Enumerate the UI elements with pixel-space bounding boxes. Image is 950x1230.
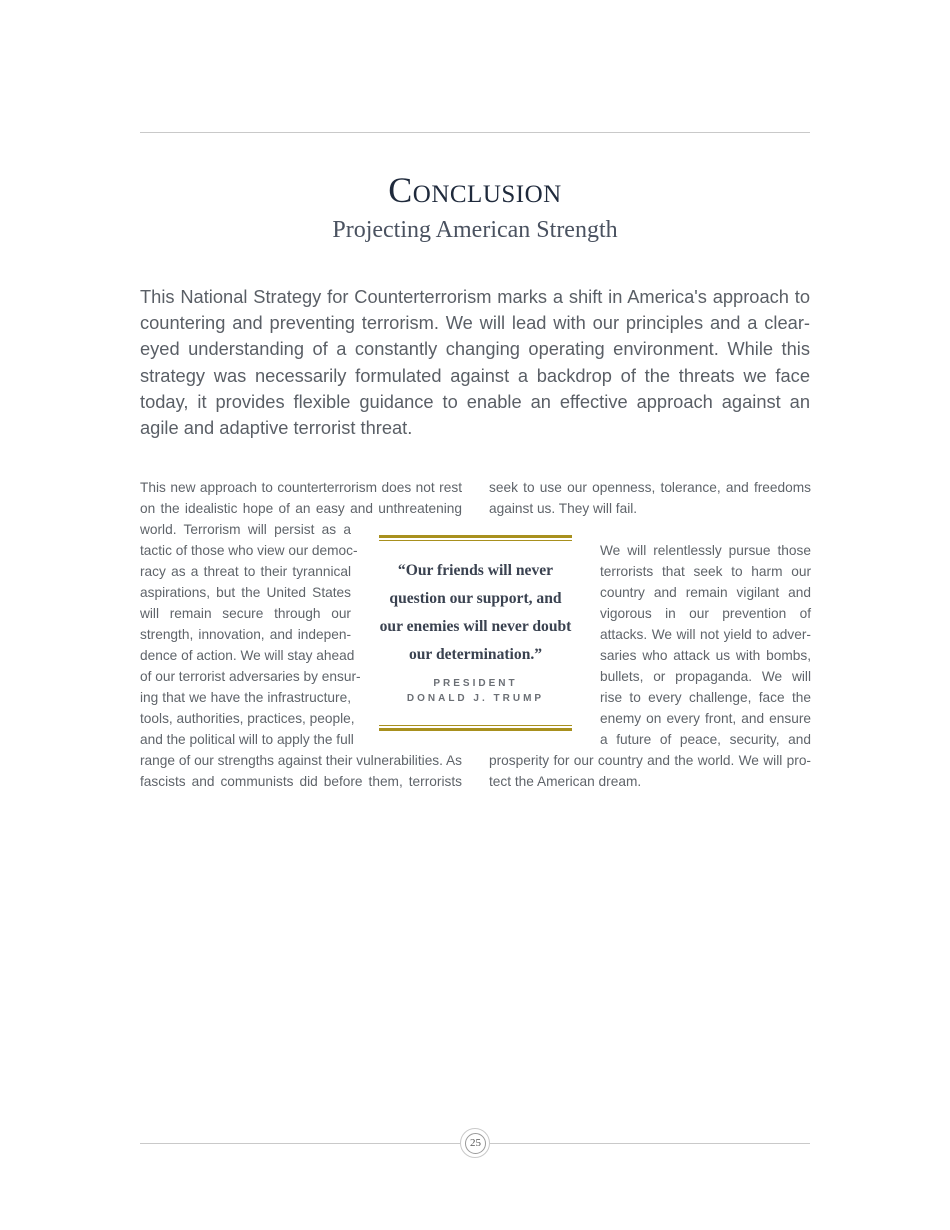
page-number: 25	[465, 1133, 486, 1154]
page-number-badge	[460, 1128, 490, 1158]
right-column-top	[489, 477, 811, 519]
quote-top-rule	[379, 535, 572, 541]
text-line: enemy on every front, and ensure	[600, 711, 811, 726]
text-line: saries who attack us with bombs,	[600, 648, 811, 663]
right-column-wrap	[600, 540, 811, 750]
left-column-top	[140, 477, 462, 519]
text-line: prosperity for our country and the world. We will pro-	[489, 753, 811, 768]
text-line: will remain secure through our	[140, 606, 351, 621]
text-line: bullets, or propaganda. We will	[600, 669, 811, 684]
text-line: tools, authorities, practices, people,	[140, 711, 355, 726]
footer-divider-right	[490, 1143, 810, 1144]
left-column-wrap	[140, 519, 361, 750]
text-line: against us. They will fail.	[489, 501, 638, 516]
quote-text: “Our friends will never question our support, and our enemies will never doubt our determination.”	[379, 562, 572, 663]
left-column-bottom	[140, 750, 462, 792]
lead-paragraph: This National Strategy for Counterterrorism marks a shift in America's approach to countering and preventing terrorism. We will lead with our principles and a clear-eyed understanding of a constantly changing operating environment. While this strategy was necessarily formulated against a backdrop of the threats we face today, it provides flexible guidance to enable an effective approach against an agile and adaptive terrorist threat.	[140, 286, 810, 439]
text-line: terrorists that seek to harm our	[600, 564, 811, 579]
right-column-bottom	[489, 750, 811, 792]
text-line: attacks. We will not yield to adver-	[600, 627, 811, 642]
text-line: of our terrorist adversaries by ensur-	[140, 669, 361, 684]
text-line: country and remain vigilant and	[600, 585, 811, 600]
text-line: on the idealistic hope of an easy and unthreatening	[140, 501, 462, 516]
quote-attribution-name: DONALD J. TRUMP	[406, 693, 545, 704]
text-line: seek to use our openness, tolerance, and freedoms	[489, 480, 811, 495]
text-line: fascists and communists did before them, terrorists	[140, 774, 462, 789]
text-line: dence of action. We will stay ahead	[140, 648, 355, 663]
text-line: rise to every challenge, face the	[600, 690, 811, 705]
quote-attribution-role: PRESIDENT	[433, 678, 518, 689]
text-line: strength, innovation, and indepen-	[140, 627, 351, 642]
page-title: Conclusion	[388, 170, 562, 210]
top-divider	[140, 132, 810, 133]
pull-quote	[379, 535, 572, 731]
text-line: This new approach to counterterrorism does not rest	[140, 480, 462, 495]
text-line: and the political will to apply the full	[140, 732, 354, 747]
text-line: racy as a threat to their tyrannical	[140, 564, 351, 579]
text-line: tactic of those who view our democ-	[140, 543, 358, 558]
text-line: vigorous in our prevention of	[600, 606, 811, 621]
text-line: world. Terrorism will persist as a	[140, 522, 351, 537]
text-line: ing that we have the infrastructure,	[140, 690, 351, 705]
quote-bottom-rule	[379, 725, 572, 731]
page-subtitle: Projecting American Strength	[332, 217, 618, 243]
text-line: range of our strengths against their vulnerabilities. As	[140, 753, 462, 768]
footer-divider-left	[140, 1143, 460, 1144]
text-line: aspirations, but the United States	[140, 585, 351, 600]
text-line: a future of peace, security, and	[600, 732, 811, 747]
text-line: tect the American dream.	[489, 774, 642, 789]
text-line: We will relentlessly pursue those	[600, 543, 811, 558]
